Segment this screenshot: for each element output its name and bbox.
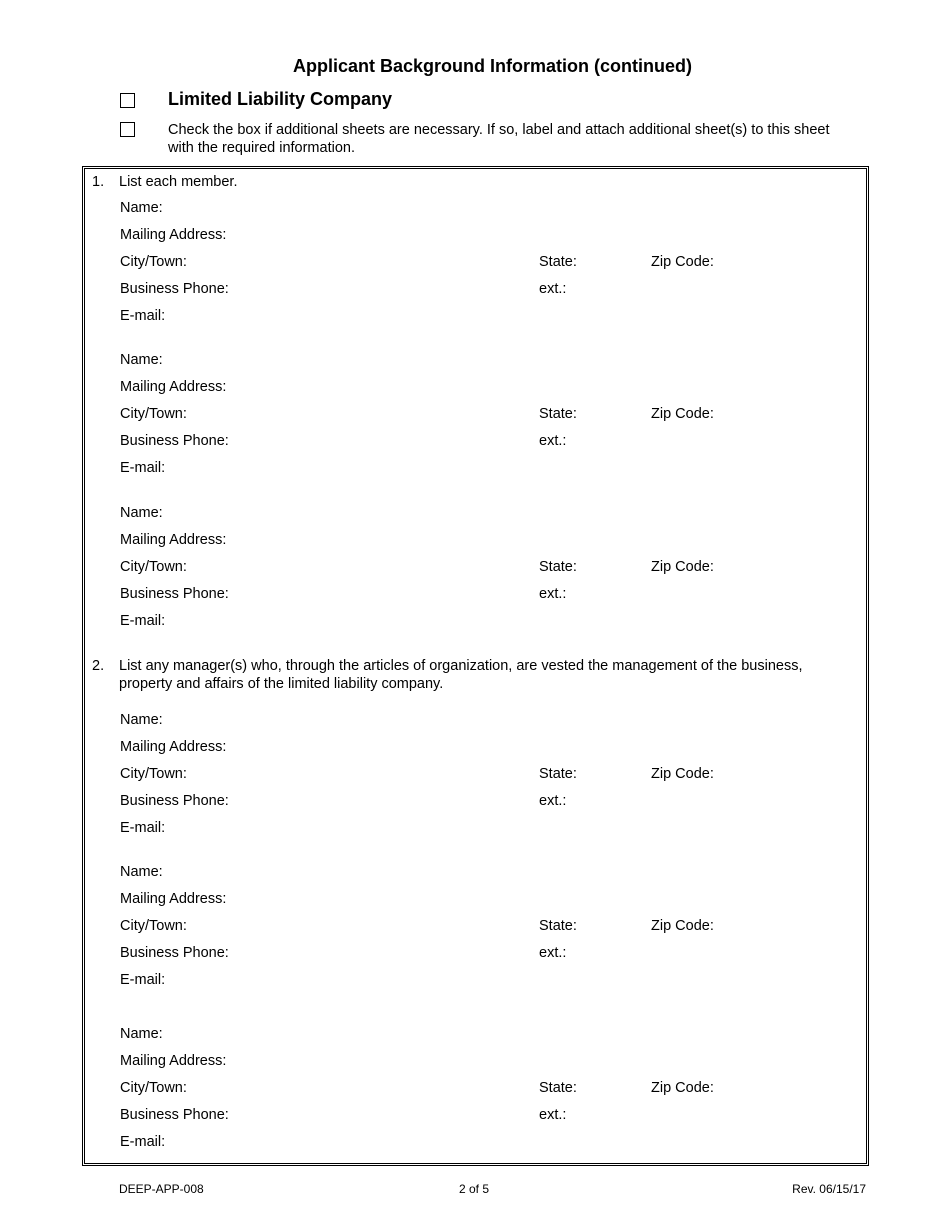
ext-label: ext.: <box>539 281 567 297</box>
mailing-address-label: Mailing Address: <box>120 379 227 395</box>
mailing-address-label: Mailing Address: <box>120 227 227 243</box>
zip-code-label: Zip Code: <box>651 406 714 422</box>
zip-code-label: Zip Code: <box>651 1080 714 1096</box>
city-town-label: City/Town: <box>120 254 187 270</box>
section-1-text: List each member. <box>119 174 238 190</box>
state-label: State: <box>539 559 577 575</box>
mailing-address-label: Mailing Address: <box>120 891 227 907</box>
footer-page-number: 2 of 5 <box>459 1182 490 1196</box>
ext-label: ext.: <box>539 586 567 602</box>
section-2-number: 2. <box>92 658 105 674</box>
business-phone-label: Business Phone: <box>120 281 229 297</box>
name-label: Name: <box>120 712 163 728</box>
ext-label: ext.: <box>539 945 567 961</box>
zip-code-label: Zip Code: <box>651 766 714 782</box>
mailing-address-label: Mailing Address: <box>120 739 227 755</box>
city-town-label: City/Town: <box>120 406 187 422</box>
zip-code-label: Zip Code: <box>651 559 714 575</box>
city-town-label: City/Town: <box>120 918 187 934</box>
email-label: E-mail: <box>120 308 166 324</box>
name-label: Name: <box>120 352 163 368</box>
name-label: Name: <box>120 864 163 880</box>
name-label: Name: <box>120 1026 163 1042</box>
state-label: State: <box>539 254 577 270</box>
business-phone-label: Business Phone: <box>120 1107 229 1123</box>
business-phone-label: Business Phone: <box>120 793 229 809</box>
footer-form-id: DEEP-APP-008 <box>119 1182 204 1196</box>
section-2-text: List any manager(s) who, through the articles of organization, are vested the management of the business, property and affairs of the limited liability company. <box>119 658 803 692</box>
llc-checkbox[interactable] <box>120 93 135 108</box>
email-label: E-mail: <box>120 820 166 836</box>
name-label: Name: <box>120 505 163 521</box>
page-title: Applicant Background Information (continued) <box>293 56 692 76</box>
zip-code-label: Zip Code: <box>651 918 714 934</box>
state-label: State: <box>539 918 577 934</box>
email-label: E-mail: <box>120 460 166 476</box>
section-1-number: 1. <box>92 174 105 190</box>
zip-code-label: Zip Code: <box>651 254 714 270</box>
email-label: E-mail: <box>120 1134 166 1150</box>
mailing-address-label: Mailing Address: <box>120 532 227 548</box>
ext-label: ext.: <box>539 793 567 809</box>
additional-sheets-checkbox[interactable] <box>120 122 135 137</box>
ext-label: ext.: <box>539 1107 567 1123</box>
footer-revision: Rev. 06/15/17 <box>792 1182 866 1196</box>
state-label: State: <box>539 406 577 422</box>
llc-label: Limited Liability Company <box>168 89 393 109</box>
additional-sheets-note: Check the box if additional sheets are necessary. If so, label and attach additional sheet(s) to this sheet with the required information. <box>168 122 830 156</box>
city-town-label: City/Town: <box>120 559 187 575</box>
email-label: E-mail: <box>120 613 166 629</box>
name-label: Name: <box>120 200 163 216</box>
state-label: State: <box>539 1080 577 1096</box>
business-phone-label: Business Phone: <box>120 586 229 602</box>
email-label: E-mail: <box>120 972 166 988</box>
city-town-label: City/Town: <box>120 766 187 782</box>
city-town-label: City/Town: <box>120 1080 187 1096</box>
mailing-address-label: Mailing Address: <box>120 1053 227 1069</box>
business-phone-label: Business Phone: <box>120 433 229 449</box>
business-phone-label: Business Phone: <box>120 945 229 961</box>
state-label: State: <box>539 766 577 782</box>
ext-label: ext.: <box>539 433 567 449</box>
